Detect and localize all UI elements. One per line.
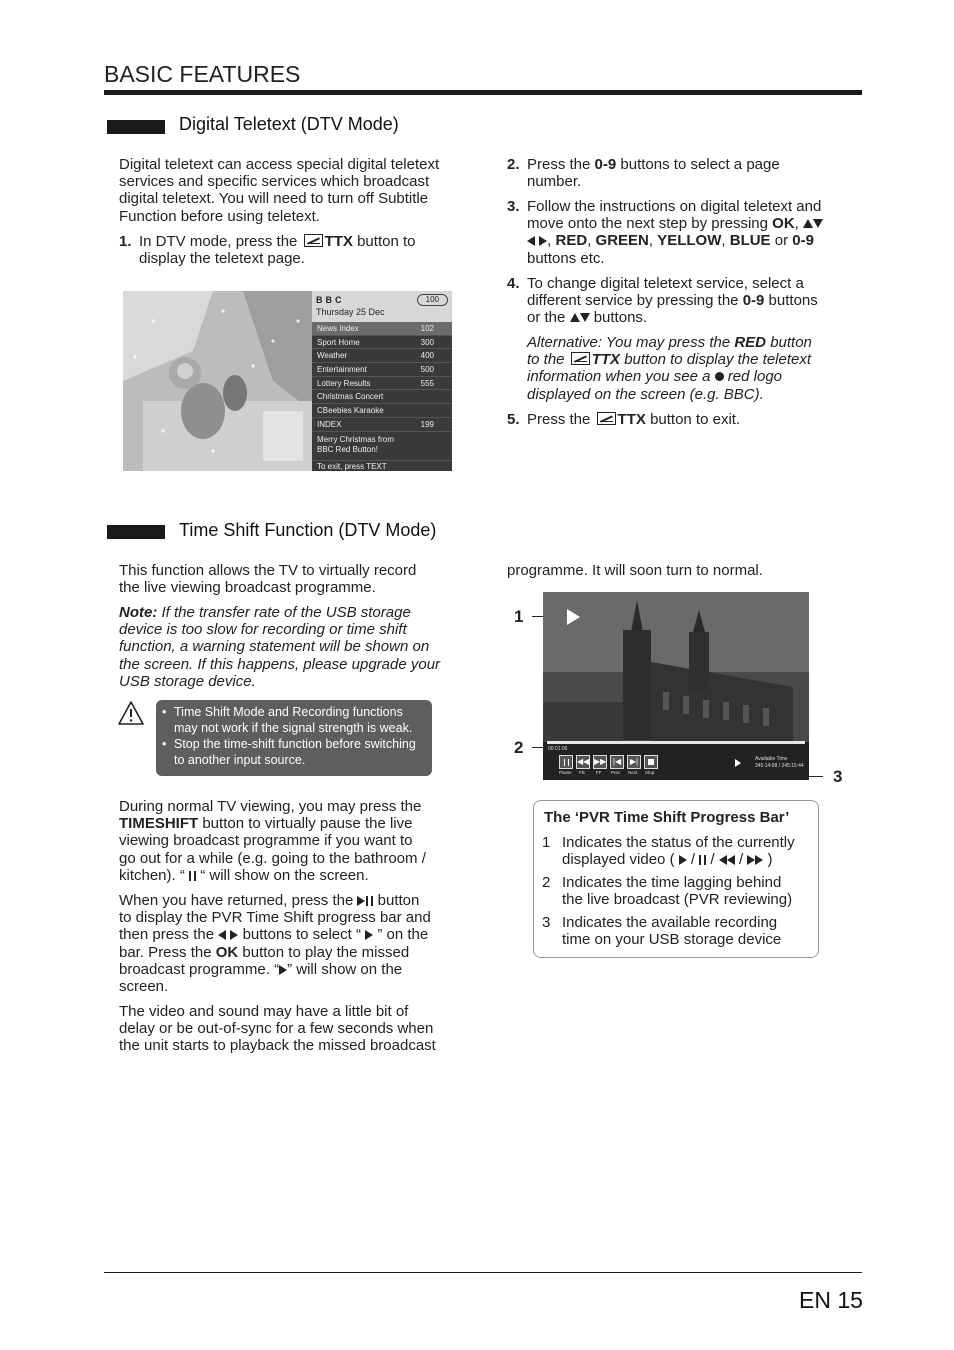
down-arrow-icon	[813, 219, 823, 228]
right-arrow-icon	[539, 236, 547, 246]
teletext-menu-item: Lottery Results 555	[312, 377, 452, 391]
callout-1: 1	[514, 607, 524, 626]
ttx-icon	[304, 234, 323, 247]
teletext-date: Thursday 25 Dec	[316, 307, 385, 317]
teletext-alternative: Alternative: You may press the RED button to the TTX button to display the teletext information when you see a red logo displayed on the screen (e.g. BBC).	[527, 334, 812, 403]
teletext-menu-item: Christmas Concert	[312, 390, 452, 404]
timeshift-title: Time Shift Function (DTV Mode)	[179, 520, 437, 540]
ttx-icon	[597, 412, 616, 425]
pvr-info-title: The ‘PVR Time Shift Progress Bar’	[544, 809, 790, 826]
left-arrow-icon	[527, 236, 535, 246]
play-icon	[357, 896, 365, 906]
stop-button[interactable]	[644, 755, 658, 769]
pvr-screenshot	[543, 592, 809, 780]
pvr-info-box: The ‘PVR Time Shift Progress Bar’ 1 Indicates the status of the currently displayed video ( / / / ) 2 Indicates the time lagging behind the live broadcast (PVR reviewing) 3 Indicates the available recording time on your USB storage device	[533, 800, 819, 958]
pause-button[interactable]	[559, 755, 573, 769]
teletext-menu-item: INDEX 199	[312, 418, 452, 432]
page-number: EN 15	[799, 1287, 863, 1313]
teletext-intro: Digital teletext can access special digital teletext services and specific services which broadcast digital teletext. You will need to turn off Subtitle Function before using teletext.	[119, 156, 440, 225]
warning-item: • Time Shift Mode and Recording functions may not work if the signal strength is weak.	[162, 704, 426, 736]
up-arrow-icon	[570, 313, 580, 322]
elapsed-time: 00:01:06	[548, 746, 568, 752]
teletext-menu-item: Entertainment 500	[312, 363, 452, 377]
rewind-icon	[727, 855, 735, 865]
rewind-button[interactable]: ◀◀	[576, 755, 590, 769]
teletext-footer: Merry Christmas from BBC Red Button!	[317, 434, 394, 454]
section-marker	[107, 525, 165, 539]
red-dot-icon	[715, 372, 724, 381]
play-icon	[365, 930, 373, 940]
rewind-icon	[719, 855, 727, 865]
header-rule	[104, 90, 862, 95]
section-marker	[107, 120, 165, 134]
timeshift-para-3: The video and sound may have a little bit of delay or be out-of-sync for a few seconds when the unit starts to playback the missed broadcast	[119, 1003, 436, 1055]
cartoon-scene	[123, 291, 312, 471]
warning-box	[156, 700, 432, 776]
play-icon	[279, 965, 287, 975]
pvr-play-marker	[735, 759, 741, 767]
ttx-icon	[571, 352, 590, 365]
right-arrow-icon	[230, 930, 238, 940]
up-arrow-icon	[803, 219, 813, 228]
status-play-icon	[567, 609, 580, 625]
footer-rule	[104, 1272, 862, 1273]
teletext-exit-hint: To exit, press TEXT	[312, 460, 452, 472]
teletext-screenshot	[123, 291, 452, 471]
pvr-controls: ◀◀ ▶▶ |◀ ▶| Pause FB FF Prev Next Stop	[559, 755, 669, 777]
fast-forward-button[interactable]: ▶▶	[593, 755, 607, 769]
down-arrow-icon	[580, 313, 590, 322]
teletext-menu-item: CBeebies Karaoke	[312, 404, 452, 418]
next-button[interactable]: ▶|	[627, 755, 641, 769]
left-arrow-icon	[218, 930, 226, 940]
progress-bar	[547, 741, 805, 744]
teletext-title: Digital Teletext (DTV Mode)	[179, 114, 399, 134]
timeshift-intro: This function allows the TV to virtually record the live viewing broadcast programme.	[119, 562, 417, 597]
fast-forward-icon	[755, 855, 763, 865]
warning-icon	[117, 700, 145, 726]
section-title: BASIC FEATURES	[104, 61, 301, 87]
pause-icon	[366, 896, 373, 906]
timeshift-para-1: During normal TV viewing, you may press the TIMESHIFT button to virtually pause the live viewing broadcast programme if you want to go out for a while (e.g. going to the bathroom / kitchen). “ “ will show on the screen.	[119, 798, 426, 884]
teletext-menu-item: Sport Home 300	[312, 336, 452, 350]
available-time-label: Available Time	[755, 756, 788, 762]
teletext-menu-item: News Index 102	[312, 322, 452, 336]
teletext-menu	[312, 291, 452, 471]
timeshift-para-2: When you have returned, press the button to display the PVR Time Shift progress bar and then press the buttons to select “ ” on the bar. Press the OK button to play the missed broadcast programme. “ ” will show on the screen.	[119, 892, 431, 996]
page-badge: 100	[417, 294, 448, 306]
timeshift-continuation: programme. It will soon turn to normal.	[507, 562, 763, 579]
pause-icon	[189, 871, 196, 881]
prev-button[interactable]: |◀	[610, 755, 624, 769]
callout-3: 3	[833, 767, 843, 786]
teletext-menu-item: Weather 400	[312, 349, 452, 363]
bbc-logo: BBC	[316, 295, 345, 305]
available-time-value: 345:14:08 / 345:15:44	[755, 763, 804, 769]
fast-forward-icon	[747, 855, 755, 865]
play-icon	[679, 855, 687, 865]
callout-2: 2	[514, 738, 524, 757]
warning-item: • Stop the time-shift function before switching to another input source.	[162, 736, 426, 768]
timeshift-note: Note: If the transfer rate of the USB storage device is too slow for recording or time shift function, a warning statement will be shown on the screen. If this happens, please upgrade your USB storage device.	[119, 604, 441, 690]
pause-icon	[699, 855, 706, 865]
